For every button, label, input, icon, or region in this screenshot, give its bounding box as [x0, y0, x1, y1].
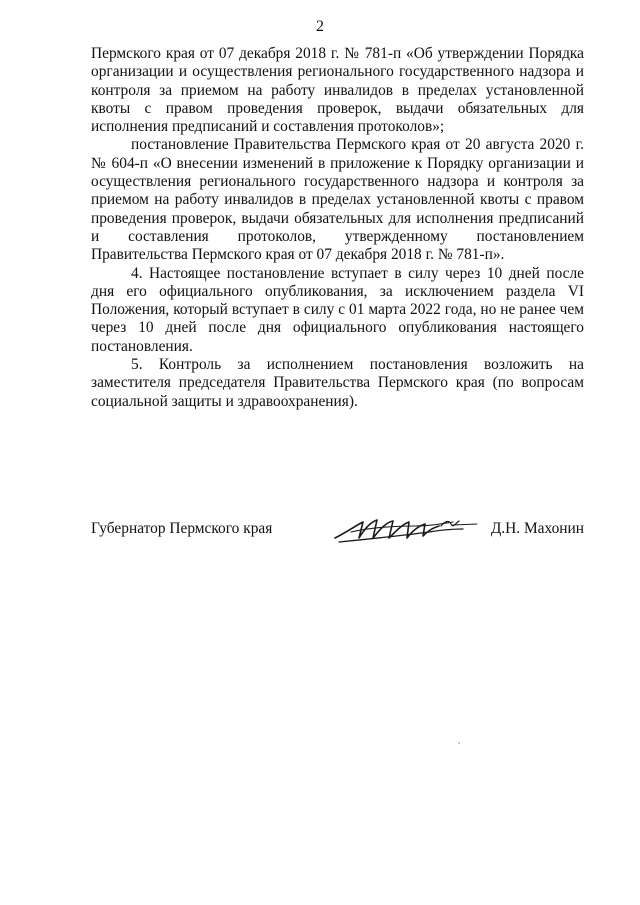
handwritten-signature — [329, 512, 479, 548]
page-number: 2 — [316, 18, 324, 35]
paragraph-item-4: 4. Настоящее постановление вступает в силу через 10 дней после дня его официального опубликования, за исключением раздела VI Положения, который вступает в силу с 01 марта 2022 года, но не ранее чем через 10 дней после дня официального опубликования настоящего постановления. — [91, 264, 584, 355]
document-body — [91, 45, 584, 411]
paragraph-resolution-604p: постановление Правительства Пермского края от 20 августа 2020 г. № 604-п «О внесении изменений в приложение к Порядку организации и осуществления регионального государственного надзора и контроля за приемом на работу инвалидов в пределах установленной квоты с правом проведения проверок, выдачи обязательных для исполнения предписаний и составления протоколов, утвержденному постановлением Правительства Пермского края от 07 декабря 2018 г. № 781-п». — [91, 136, 584, 264]
paragraph-item-5: 5. Контроль за исполнением постановления возложить на заместителя председателя Правительства Пермского края (по вопросам социальной защиты и здравоохранения). — [91, 356, 584, 410]
scan-speck — [458, 742, 460, 744]
paragraph-continuation: Пермского края от 07 декабря 2018 г. № 781-п «Об утверждении Порядка организации и осуществления регионального государственного надзора и контроля за приемом на работу инвалидов в пределах установленной квоты с правом проведения проверок, выдачи обязательных для исполнения предписаний и составления протоколов»; — [91, 45, 584, 136]
signature-block — [91, 512, 584, 548]
signer-name: Д.Н. Махонин — [490, 520, 584, 537]
signer-title: Губернатор Пермского края — [91, 520, 273, 537]
